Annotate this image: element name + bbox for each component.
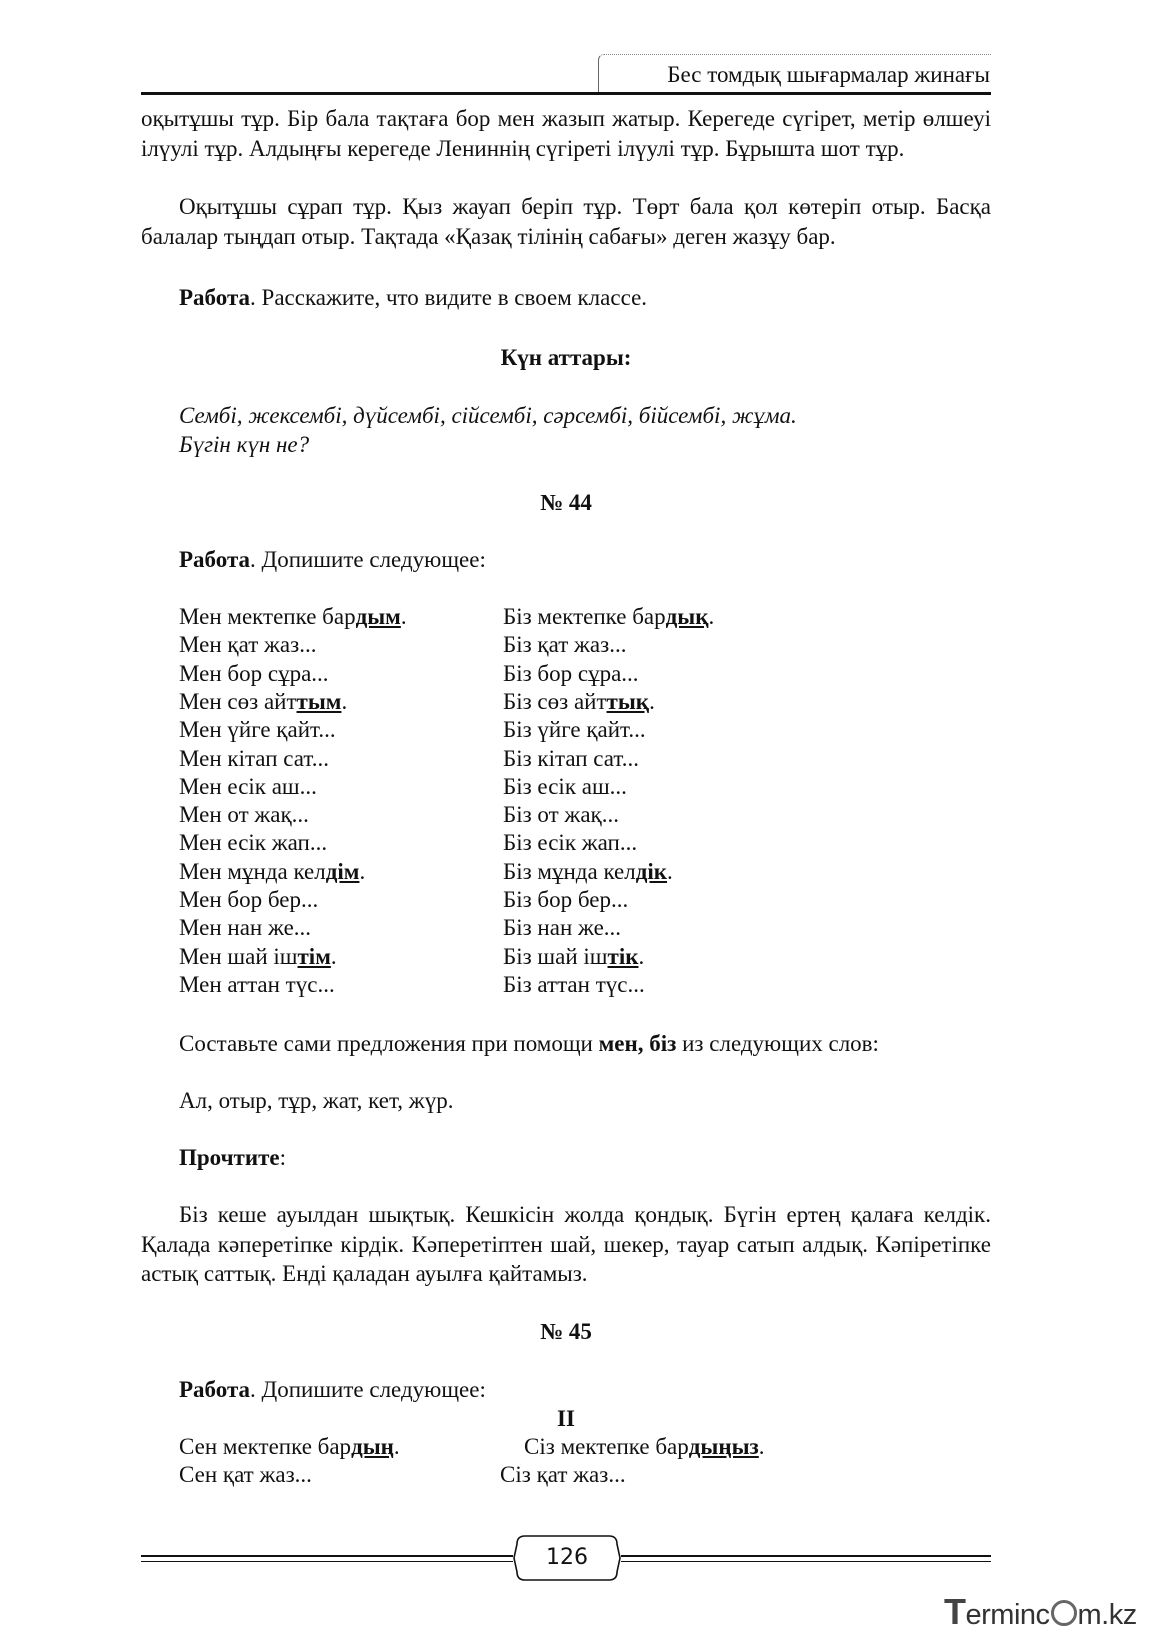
sentence-singular [179, 1432, 400, 1462]
sentence-plural [503, 659, 639, 689]
sentence-plural [503, 744, 639, 774]
underlined-suffix: дық [665, 604, 709, 629]
sentence-text: Сен мектепке бар [179, 1434, 352, 1459]
footer-rule-right [621, 1555, 991, 1557]
sentence-plural [500, 1460, 626, 1490]
sentence-text: Біз қат жаз... [503, 632, 627, 658]
sentence-plural [503, 800, 619, 830]
sentence-text: Біз сөз айт [503, 688, 607, 714]
sentence-text: . [667, 858, 673, 884]
sentence-text: Мен нан же... [179, 915, 312, 941]
sentence-text: Мен мектепке бар [179, 604, 356, 629]
magnifier-icon [1051, 1600, 1077, 1626]
footer-rule-left [141, 1555, 513, 1557]
footer-rule-right-thin [621, 1561, 991, 1562]
sentence-singular [179, 715, 336, 745]
sentence-text: . [638, 943, 645, 969]
footer-rule-left-thin [141, 1561, 513, 1562]
exercise-44-task [179, 545, 991, 575]
underlined-suffix: тім [297, 943, 331, 969]
sentence-text: Біз бор сұра... [503, 660, 639, 686]
sentence-text: . [341, 688, 348, 714]
sentence-text: Біз бор бер... [503, 887, 629, 912]
header-rule [141, 92, 991, 95]
sentence-text: Мен шай іш [179, 943, 298, 969]
underlined-suffix: тік [607, 943, 639, 969]
read-colon: : [279, 1145, 287, 1170]
intro-paragraph-1: оқытұшы тұр. Бір бала тақтаға бор мен жазып жатыр. Керегеде сүгірет, метір өлшеуі ілүулі тұр. Алдыңғы керегеде Лениннің сүгіреті ілүулі тұр. Бұрышта шот тұр. [141, 106, 991, 161]
sentence-text: . [359, 858, 366, 884]
sentence-text: Мен сөз айт [179, 688, 297, 714]
section-roman-numeral: II [557, 1406, 575, 1431]
reading-paragraph: Біз кеше ауылдан шықтық. Кешкісін жолда қондық. Бүгін ертең қалаға келдік. Қалада кәперетіпке кірдік. Кәперетіптен шай, шекер, тауар сатып алдық. Кәпіретіпке астық саттық. Енді қаладан ауылға қайтамыз. [141, 1202, 991, 1286]
sentence-text: Біз есік аш... [503, 773, 627, 799]
sentence-text: Біз шай іш [503, 943, 608, 969]
sentence-singular [179, 885, 318, 915]
sentence-plural [503, 828, 637, 858]
task-label: Работа [179, 285, 251, 310]
sentence-singular [179, 630, 316, 660]
underlined-suffix: тық [606, 688, 650, 714]
sentence-text: Мен үйге қайт... [179, 717, 336, 743]
sentence-text: . [649, 688, 655, 714]
exercise-44-number: № 44 [540, 490, 592, 515]
sentence-singular [179, 857, 365, 887]
task-text: . Допишите следующее: [250, 547, 486, 572]
page-number: 126 [546, 1545, 588, 1570]
sentence-plural [503, 857, 673, 887]
days-heading: Күн аттары: [500, 345, 632, 370]
sentence-text: Мен аттан түс... [179, 971, 335, 997]
sentence-text: Мен есік аш... [179, 773, 317, 799]
sentence-singular [179, 1460, 312, 1490]
sentence-text: . [758, 1434, 765, 1459]
read-heading [179, 1143, 991, 1173]
intro-paragraph-2: Оқытұшы сұрап тұр. Қыз жауап беріп тұр. Төрт бала қол көтеріп отыр. Басқа балалар тыңдап отыр. Тақтада «Қазақ тілінің сабағы» деген жазұу бар. [141, 194, 991, 249]
sentence-singular [179, 602, 407, 632]
sentence-singular [179, 772, 317, 802]
underlined-suffix: дың [351, 1434, 394, 1459]
read-label: Прочтите [179, 1145, 280, 1170]
sentence-plural [503, 913, 621, 943]
exercise-45-number: № 45 [540, 1319, 592, 1344]
sentence-singular [179, 913, 311, 943]
task-label: Работа [179, 547, 251, 572]
compose-instruction [179, 1029, 991, 1059]
sentence-text: . [393, 1434, 400, 1459]
exercise-45-task [179, 1375, 991, 1405]
sentence-text: Мен от жақ... [179, 802, 309, 828]
sentence-text: Біз есік жап... [503, 830, 638, 856]
sentence-text: Мен қат жаз... [179, 632, 317, 658]
sentence-singular [179, 687, 347, 717]
site-watermark-logo: Terminc m.kz [944, 1591, 1137, 1632]
sentence-singular [179, 942, 337, 972]
compose-text-end: из следующих слов: [676, 1031, 879, 1056]
sentence-plural [503, 715, 646, 745]
sentence-text: Біз мектепке бар [503, 604, 666, 629]
sentence-plural [503, 687, 655, 717]
days-list: Сембі, жексембі, дүйсембі, сійсембі, сәрсембі, бійсембі, жұма. [179, 403, 797, 428]
sentence-plural [503, 970, 645, 1000]
sentence-text: Біз кітап сат... [503, 745, 639, 771]
sentence-plural [503, 942, 644, 972]
sentence-text: Біз үйге қайт... [503, 717, 646, 743]
underlined-suffix: дым [355, 604, 401, 629]
sentence-text: Мен кітап сат... [179, 745, 329, 771]
sentence-text: . [708, 604, 715, 629]
sentence-plural [503, 602, 714, 632]
task-text: . Расскажите, что видите в своем классе. [250, 285, 648, 310]
sentence-singular [179, 828, 327, 858]
sentence-singular [179, 800, 309, 830]
sentence-text: Біз мұнда кел [503, 858, 636, 884]
sentence-text: Мен бор бер... [179, 887, 319, 912]
sentence-text: Мен бор сұра... [179, 660, 329, 686]
sentence-plural [524, 1432, 765, 1462]
sentence-text: Мен мұнда кел [179, 858, 326, 884]
underlined-suffix: дыңыз [688, 1434, 759, 1459]
compose-pronouns: мен, біз [598, 1031, 677, 1056]
sentence-text: . [400, 604, 407, 629]
sentence-plural [503, 772, 627, 802]
task-describe-class [179, 283, 991, 313]
sentence-text: Біз нан же... [503, 915, 622, 941]
days-question: Бүгін күн не? [179, 432, 310, 457]
sentence-text: Сіз қат жаз... [500, 1462, 626, 1488]
sentence-text: Біз от жақ... [503, 802, 619, 828]
underlined-suffix: дім [325, 858, 360, 884]
underlined-suffix: тым [296, 688, 342, 714]
sentence-plural [503, 630, 626, 660]
sentence-plural [503, 885, 628, 915]
sentence-singular [179, 970, 335, 1000]
word-list: Ал, отыр, тұр, жат, кет, жүр. [179, 1088, 454, 1113]
task-text: . Допишите следующее: [250, 1377, 486, 1402]
task-label: Работа [179, 1377, 251, 1402]
sentence-text: Біз аттан түс... [503, 971, 645, 997]
sentence-singular [179, 744, 329, 774]
sentence-text: Сен қат жаз... [179, 1462, 312, 1488]
sentence-text: . [330, 943, 337, 969]
underlined-suffix: дік [635, 858, 668, 884]
running-header-title: Бес томдық шығармалар жинағы [667, 62, 990, 87]
sentence-text: Сіз мектепке бар [524, 1434, 689, 1459]
sentence-text: Мен есік жап... [179, 830, 328, 856]
compose-text: Составьте сами предложения при помощи [179, 1031, 599, 1056]
sentence-singular [179, 659, 329, 689]
